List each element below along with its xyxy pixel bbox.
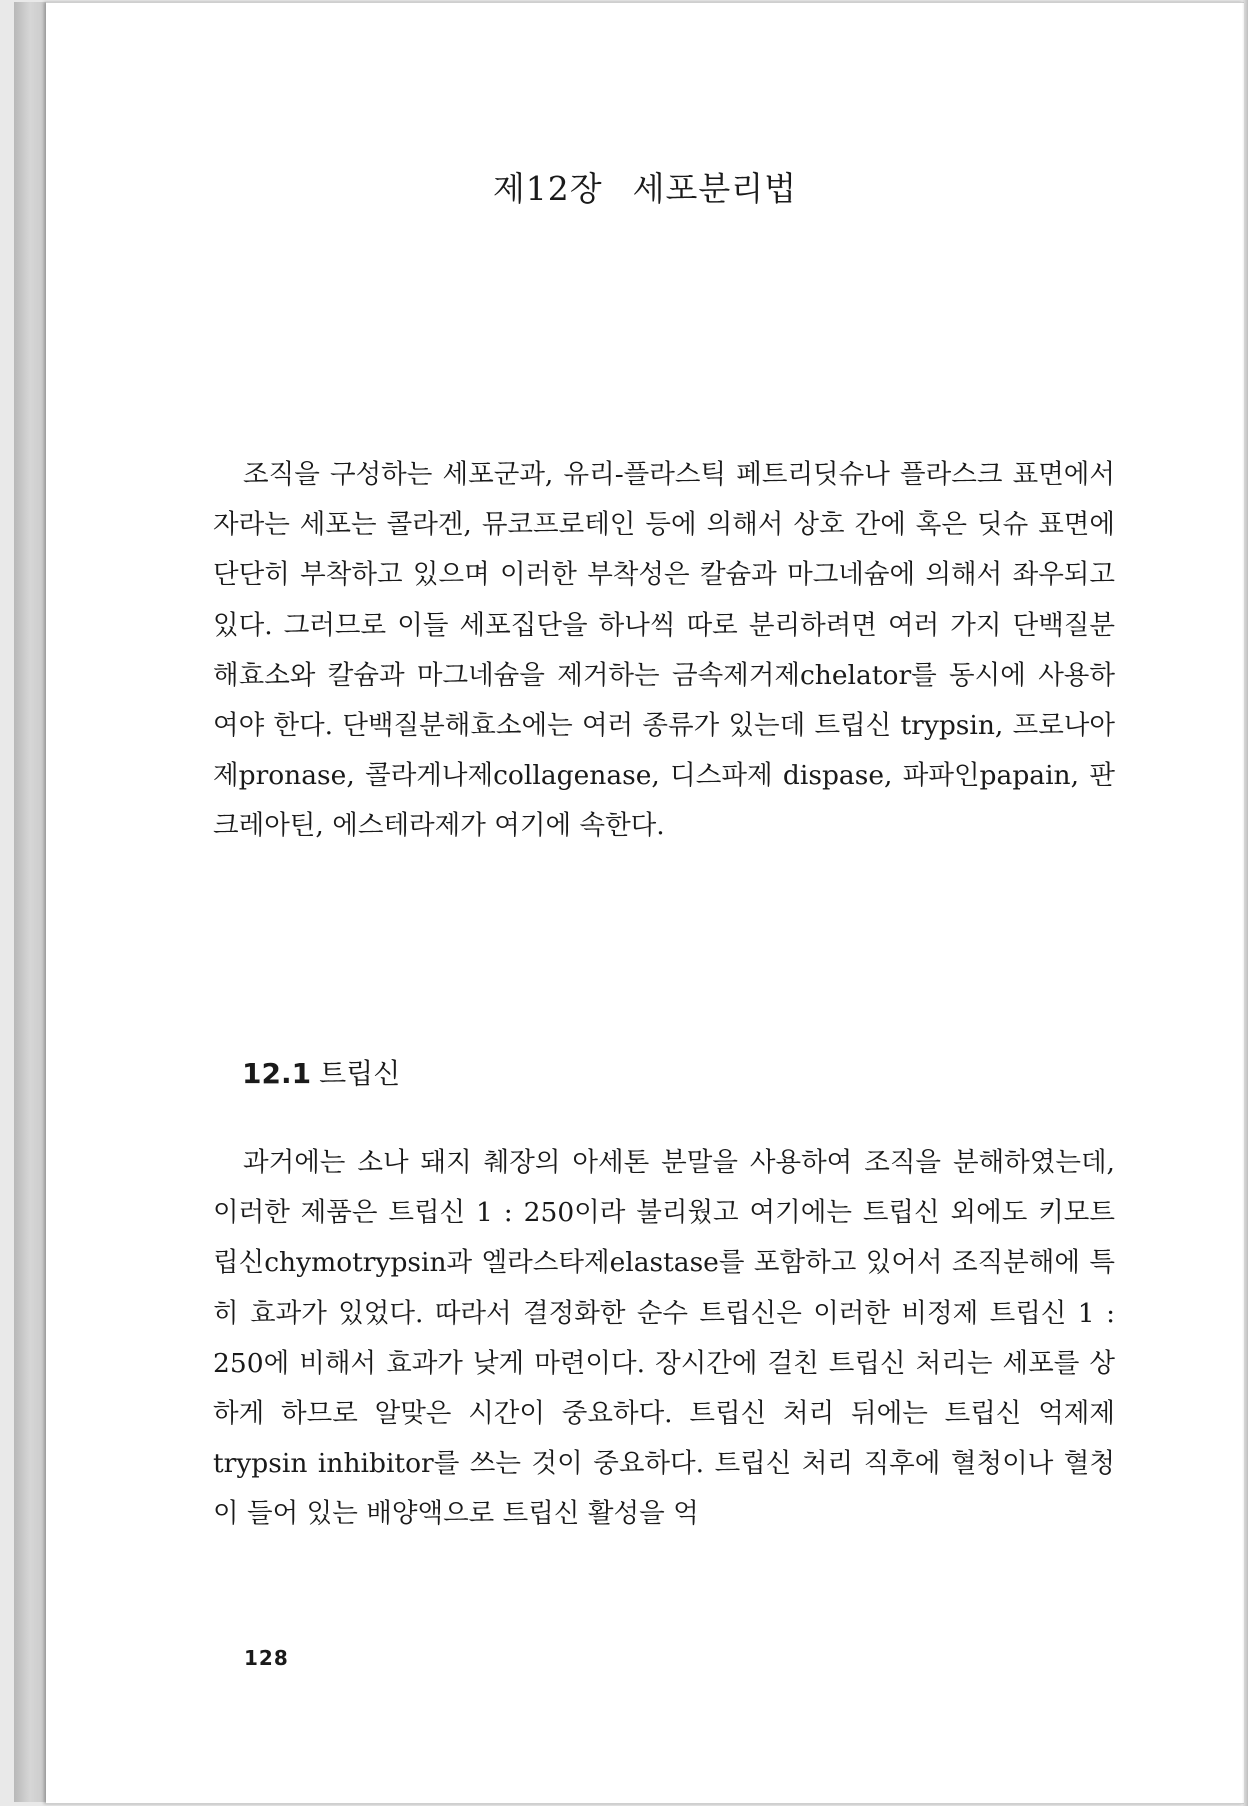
page-sheet — [46, 2, 1244, 1804]
section-paragraph: 과거에는 소나 돼지 췌장의 아세톤 분말을 사용하여 조직을 분해하였는데, 이러한 제품은 트립신 1 : 250이라 불리웠고 여기에는 트립신 외에도 키모트립신chymotrypsin과 엘라스타제elastase를 포함하고 있어서 조직분해에 특히 효과가 있었다. 따라서 결정화한 순수 트립신은 이러한 비정제 트립신 1 : 250에 비해서 효과가 낮게 마련이다. 장시간에 걸친 트립신 처리는 세포를 상하게 하므로 알맞은 시간이 중요하다. 트립신 처리 뒤에는 트립신 억제제trypsin inhibitor를 쓰는 것이 중요하다. 트립신 처리 직후에 혈청이나 혈청이 들어 있는 배양액으로 트립신 활성을 억 — [213, 1147, 1115, 1530]
chapter-number-label: 제12장 — [492, 169, 603, 208]
page-number: 128 — [244, 1646, 289, 1670]
section-number: 12.1 — [242, 1057, 312, 1090]
intro-paragraph: 조직을 구성하는 세포군과, 유리-플라스틱 페트리딧슈나 플라스크 표면에서 자라는 세포는 콜라겐, 뮤코프로테인 등에 의해서 상호 간에 혹은 딧슈 표면에 단단히 부착하고 있으며 이러한 부착성은 칼슘과 마그네슘에 의해서 좌우되고 있다. 그러므로 이들 세포집단을 하나씩 따로 분리하려면 여러 가지 단백질분해효소와 칼슘과 마그네슘을 제거하는 금속제거제chelator를 동시에 사용하여야 한다. 단백질분해효소에는 여러 종류가 있는데 트립신 trypsin, 프로나아제pronase, 콜라게나제collagenase, 디스파제 dispase, 파파인papain, 판크레아틴, 에스테라제가 여기에 속한다. — [213, 459, 1115, 842]
page-right-shadow — [1242, 0, 1248, 1806]
chapter-title-text: 세포분리법 — [632, 169, 798, 208]
section-heading — [242, 1052, 400, 1092]
chapter-title — [46, 163, 1244, 210]
section-title: 트립신 — [319, 1057, 401, 1090]
